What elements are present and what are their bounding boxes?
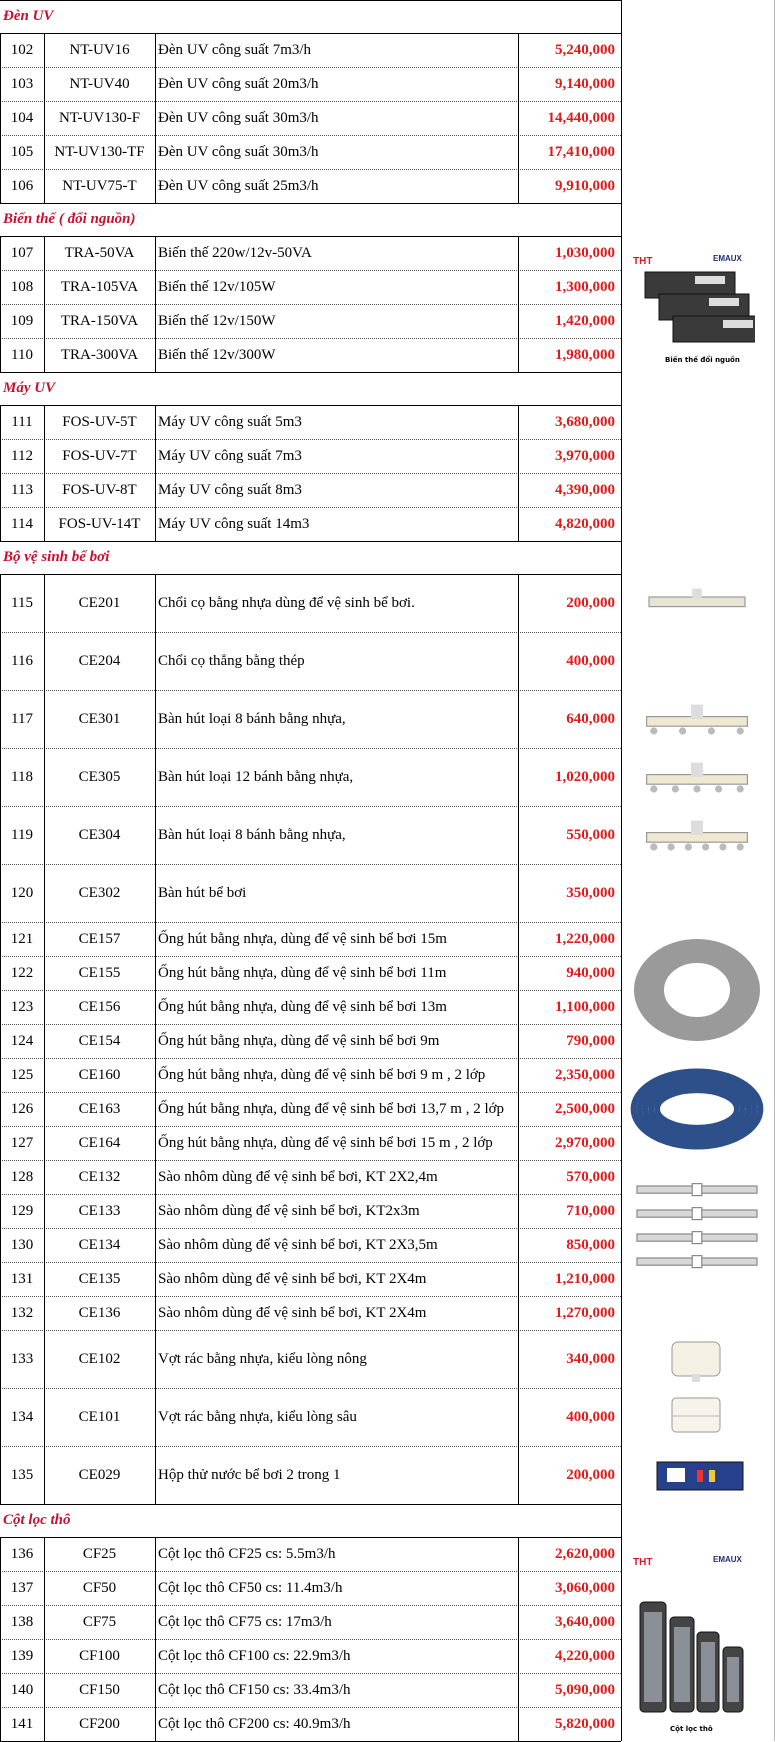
price-row-desc: Ống hút bằng nhựa, dùng để vệ sinh bể bơi 9m — [158, 1032, 440, 1049]
grid-line — [621, 541, 622, 574]
price-row-code: CE029 — [78, 1466, 121, 1483]
price-row-desc: Chổi cọ bằng nhựa dùng để vệ sinh bể bơi. — [158, 594, 415, 611]
price-row-price: 350,000 — [566, 884, 615, 901]
price-row-price: 2,500,000 — [555, 1100, 615, 1117]
price-row-price: 1,020,000 — [555, 768, 615, 785]
price-row-code: NT-UV40 — [69, 75, 130, 92]
grid-line — [0, 1537, 1, 1741]
price-row-code: TRA-50VA — [64, 244, 135, 261]
grid-line — [0, 0, 621, 1]
price-row-price: 710,000 — [566, 1202, 615, 1219]
grid-line — [621, 372, 622, 405]
price-row-stt: 116 — [11, 652, 33, 669]
price-row-stt: 127 — [10, 1134, 34, 1151]
price-row-price: 3,970,000 — [555, 447, 615, 464]
grid-line — [155, 33, 156, 203]
price-row-desc: Ống hút bằng nhựa, dùng để vệ sinh bể bơi 9 m , 2 lớp — [158, 1066, 486, 1083]
price-row-desc: Máy UV công suất 8m3 — [158, 481, 302, 498]
product-caption: Cột lọc thô — [670, 1725, 713, 1733]
grid-line — [155, 1537, 156, 1741]
price-row-price: 850,000 — [566, 1236, 615, 1253]
grid-line — [518, 33, 519, 203]
price-row-desc: Ống hút bằng nhựa, dùng để vệ sinh bể bơi 13,7 m , 2 lớp — [158, 1100, 505, 1117]
price-row-code: TRA-300VA — [60, 346, 139, 363]
price-row-code: CF200 — [79, 1715, 120, 1732]
grid-line — [621, 203, 622, 236]
price-row-code: CE154 — [78, 1032, 121, 1049]
price-row-code: CE305 — [78, 768, 121, 785]
price-row-price: 1,100,000 — [555, 998, 615, 1015]
price-row-stt: 121 — [10, 930, 34, 947]
emaux-logo: EMAUX — [713, 254, 742, 263]
grid-line — [0, 574, 1, 1504]
price-row-stt: 124 — [10, 1032, 34, 1049]
price-row-stt: 113 — [11, 481, 33, 498]
price-row-stt: 125 — [10, 1066, 34, 1083]
blue-hose-image — [625, 1062, 769, 1156]
price-row-price: 4,820,000 — [555, 515, 615, 532]
price-row-price: 2,350,000 — [555, 1066, 615, 1083]
price-row-stt: 120 — [10, 884, 34, 901]
price-row-desc: Ống hút bằng nhựa, dùng để vệ sinh bể bơi 11m — [158, 964, 447, 981]
price-row-price: 1,220,000 — [555, 930, 615, 947]
price-row-desc: Vợt rác bằng nhựa, kiểu lòng sâu — [158, 1408, 357, 1425]
price-row-desc: Biến thế 220w/12v-50VA — [158, 244, 312, 261]
price-row-desc: Sào nhôm dùng để vệ sinh bể bơi, KT 2X4m — [158, 1270, 427, 1287]
price-row-desc: Cột lọc thô CF75 cs: 17m3/h — [158, 1613, 332, 1630]
price-row-code: CE201 — [78, 594, 121, 611]
price-row-desc: Máy UV công suất 7m3 — [158, 447, 302, 464]
leaf-skimmer-image — [625, 1334, 769, 1384]
vacuum-head-image — [625, 752, 769, 802]
price-row-price: 200,000 — [566, 594, 615, 611]
price-row-stt: 108 — [10, 278, 34, 295]
test-kit-image — [625, 1450, 769, 1500]
price-row-price: 1,210,000 — [555, 1270, 615, 1287]
section-title: Cột lọc thô — [3, 1512, 71, 1528]
price-row-price: 3,680,000 — [555, 413, 615, 430]
price-row-stt: 128 — [10, 1168, 34, 1185]
price-row-code: NT-UV130-TF — [54, 143, 145, 160]
price-row-code: CE102 — [78, 1350, 121, 1367]
price-row-desc: Sào nhôm dùng để vệ sinh bể bơi, KT 2X3,5m — [158, 1236, 438, 1253]
section-title: Đèn UV — [3, 8, 54, 24]
price-row-code: CE164 — [78, 1134, 121, 1151]
price-row-stt: 104 — [10, 109, 34, 126]
price-row-code: CE134 — [78, 1236, 121, 1253]
price-row-stt: 129 — [10, 1202, 34, 1219]
price-row-price: 5,090,000 — [555, 1681, 615, 1698]
price-row-price: 3,060,000 — [555, 1579, 615, 1596]
price-row-desc: Máy UV công suất 5m3 — [158, 413, 302, 430]
price-row-code: NT-UV16 — [69, 41, 130, 58]
grid-line — [0, 203, 621, 204]
price-row-stt: 135 — [10, 1466, 34, 1483]
price-row-stt: 126 — [10, 1100, 34, 1117]
price-row-desc: Sào nhôm dùng để vệ sinh bể bơi, KT 2X4m — [158, 1304, 427, 1321]
price-row-desc: Vợt rác bằng nhựa, kiểu lòng nông — [158, 1350, 367, 1367]
price-row-stt: 140 — [10, 1681, 34, 1698]
price-row-code: CE133 — [78, 1202, 121, 1219]
grid-line — [155, 574, 156, 1504]
price-row-code: CF75 — [82, 1613, 117, 1630]
price-row-stt: 131 — [10, 1270, 34, 1287]
price-row-code: CE160 — [78, 1066, 121, 1083]
price-row-price: 400,000 — [566, 652, 615, 669]
price-row-stt: 115 — [11, 594, 33, 611]
price-row-stt: 119 — [11, 826, 33, 843]
price-row-desc: Hộp thử nước bể bơi 2 trong 1 — [158, 1466, 341, 1483]
grid-line — [621, 1537, 622, 1741]
price-row-price: 400,000 — [566, 1408, 615, 1425]
price-row-price: 3,640,000 — [555, 1613, 615, 1630]
tht-logo: THT — [633, 256, 653, 267]
price-row-stt: 110 — [11, 346, 33, 363]
price-row-price: 4,390,000 — [555, 481, 615, 498]
price-row-price: 640,000 — [566, 710, 615, 727]
price-row-stt: 117 — [11, 710, 33, 727]
transformer-image — [635, 264, 755, 354]
price-row-price: 4,220,000 — [555, 1647, 615, 1664]
price-row-code: CE156 — [78, 998, 121, 1015]
grid-line — [155, 236, 156, 372]
grid-line — [621, 405, 622, 541]
grid-line — [155, 405, 156, 541]
price-row-desc: Máy UV công suất 14m3 — [158, 515, 310, 532]
price-row-desc: Sào nhôm dùng để vệ sinh bể bơi, KT 2X2,4m — [158, 1168, 438, 1185]
grid-line — [518, 574, 519, 1504]
price-row-stt: 136 — [10, 1545, 34, 1562]
tht-logo: THT — [633, 1557, 653, 1568]
vacuum-head-image — [625, 694, 769, 744]
price-row-stt: 118 — [11, 768, 33, 785]
price-row-price: 570,000 — [566, 1168, 615, 1185]
price-row-code: CE132 — [78, 1168, 121, 1185]
price-row-desc: Đèn UV công suất 30m3/h — [158, 143, 319, 160]
price-row-desc: Biến thế 12v/300W — [158, 346, 276, 363]
price-row-code: CE155 — [78, 964, 121, 981]
price-row-stt: 137 — [10, 1579, 34, 1596]
aluminium-pole-image — [625, 1164, 769, 1292]
price-row-desc: Cột lọc thô CF50 cs: 11.4m3/h — [158, 1579, 343, 1596]
price-row-price: 940,000 — [566, 964, 615, 981]
price-row-desc: Sào nhôm dùng để vệ sinh bể bơi, KT2x3m — [158, 1202, 420, 1219]
price-row-code: CE304 — [78, 826, 121, 843]
grid-line — [518, 1537, 519, 1741]
grid-line — [0, 33, 1, 203]
price-row-stt: 111 — [11, 413, 33, 430]
price-row-price: 200,000 — [566, 1466, 615, 1483]
price-row-price: 340,000 — [566, 1350, 615, 1367]
grid-line — [44, 405, 45, 541]
grid-line — [518, 405, 519, 541]
grey-hose-image — [625, 926, 769, 1054]
price-row-stt: 134 — [10, 1408, 34, 1425]
brush-image — [625, 578, 769, 628]
price-row-code: NT-UV75-T — [62, 177, 137, 194]
price-row-stt: 123 — [10, 998, 34, 1015]
grid-line — [621, 574, 622, 1504]
price-row-price: 1,300,000 — [555, 278, 615, 295]
price-row-code: CE302 — [78, 884, 121, 901]
grid-line — [621, 236, 622, 372]
price-row-stt: 130 — [10, 1236, 34, 1253]
price-row-stt: 114 — [11, 515, 33, 532]
price-row-stt: 105 — [10, 143, 34, 160]
grid-line — [518, 236, 519, 372]
price-row-code: CE163 — [78, 1100, 121, 1117]
section-title: Máy UV — [3, 380, 56, 396]
price-row-code: CE157 — [78, 930, 121, 947]
grid-line — [621, 33, 622, 203]
grid-line — [621, 1504, 622, 1537]
price-row-price: 5,240,000 — [555, 41, 615, 58]
price-row-stt: 109 — [10, 312, 34, 329]
price-row-code: CE204 — [78, 652, 121, 669]
price-row-stt: 106 — [10, 177, 34, 194]
price-row-code: CF50 — [82, 1579, 117, 1596]
price-row-code: CF25 — [82, 1545, 117, 1562]
price-row-price: 9,910,000 — [555, 177, 615, 194]
grid-line — [44, 1537, 45, 1741]
price-row-code: CE301 — [78, 710, 121, 727]
price-row-desc: Đèn UV công suất 30m3/h — [158, 109, 319, 126]
grid-line — [621, 0, 622, 33]
price-row-code: CE101 — [78, 1408, 121, 1425]
price-row-price: 2,970,000 — [555, 1134, 615, 1151]
price-row-code: FOS-UV-5T — [62, 413, 137, 430]
price-row-desc: Cột lọc thô CF150 cs: 33.4m3/h — [158, 1681, 351, 1698]
grid-line — [44, 236, 45, 372]
price-row-code: TRA-150VA — [60, 312, 139, 329]
price-row-code: CE136 — [78, 1304, 121, 1321]
price-row-price: 5,820,000 — [555, 1715, 615, 1732]
product-caption: Biến thế đổi nguồn — [665, 356, 740, 364]
price-row-desc: Biến thế 12v/150W — [158, 312, 276, 329]
price-row-stt: 102 — [10, 41, 34, 58]
filter-column-image — [635, 1572, 755, 1722]
price-row-price: 17,410,000 — [547, 143, 615, 160]
price-row-code: NT-UV130-F — [58, 109, 141, 126]
price-row-price: 1,420,000 — [555, 312, 615, 329]
grid-line — [44, 574, 45, 1504]
price-row-stt: 103 — [10, 75, 34, 92]
price-row-stt: 133 — [10, 1350, 34, 1367]
price-row-desc: Bàn hút bể bơi — [158, 884, 247, 901]
price-row-price: 2,620,000 — [555, 1545, 615, 1562]
price-row-price: 1,980,000 — [555, 346, 615, 363]
price-row-stt: 132 — [10, 1304, 34, 1321]
price-row-code: TRA-105VA — [60, 278, 139, 295]
price-row-price: 14,440,000 — [547, 109, 615, 126]
grid-line — [44, 33, 45, 203]
price-row-code: FOS-UV-14T — [58, 515, 141, 532]
price-row-code: FOS-UV-8T — [62, 481, 137, 498]
section-title: Biến thế ( đổi nguồn) — [3, 211, 136, 227]
emaux-logo: EMAUX — [713, 1555, 742, 1564]
price-row-price: 790,000 — [566, 1032, 615, 1049]
price-row-desc: Ống hút bằng nhựa, dùng để vệ sinh bể bơi 15m — [158, 930, 447, 947]
grid-line — [0, 541, 621, 542]
price-row-code: CE135 — [78, 1270, 121, 1287]
price-row-code: CF100 — [79, 1647, 120, 1664]
vacuum-head-image — [625, 810, 769, 860]
price-row-code: CF150 — [79, 1681, 120, 1698]
grid-line — [0, 236, 1, 372]
price-row-stt: 139 — [10, 1647, 34, 1664]
grid-line — [0, 372, 621, 373]
price-row-price: 1,030,000 — [555, 244, 615, 261]
price-row-desc: Bàn hút loại 8 bánh bằng nhựa, — [158, 710, 346, 727]
price-row-desc: Cột lọc thô CF25 cs: 5.5m3/h — [158, 1545, 336, 1562]
price-row-stt: 138 — [10, 1613, 34, 1630]
price-row-stt: 122 — [10, 964, 34, 981]
price-row-desc: Đèn UV công suất 25m3/h — [158, 177, 319, 194]
price-row-price: 9,140,000 — [555, 75, 615, 92]
grid-line — [0, 1504, 621, 1505]
price-row-desc: Cột lọc thô CF200 cs: 40.9m3/h — [158, 1715, 351, 1732]
price-row-stt: 112 — [11, 447, 33, 464]
price-row-desc: Đèn UV công suất 7m3/h — [158, 41, 312, 58]
price-row-stt: 107 — [10, 244, 34, 261]
price-row-stt: 141 — [10, 1715, 34, 1732]
price-row-desc: Bàn hút loại 12 bánh bằng nhựa, — [158, 768, 354, 785]
price-row-code: FOS-UV-7T — [62, 447, 137, 464]
grid-line — [0, 405, 1, 541]
price-row-desc: Cột lọc thô CF100 cs: 22.9m3/h — [158, 1647, 351, 1664]
price-row-price: 550,000 — [566, 826, 615, 843]
leaf-rake-image — [625, 1392, 769, 1442]
section-title: Bộ vệ sinh bể bơi — [3, 549, 110, 565]
price-row-desc: Đèn UV công suất 20m3/h — [158, 75, 319, 92]
price-row-desc: Biến thế 12v/105W — [158, 278, 276, 295]
price-row-desc: Ống hút bằng nhựa, dùng để vệ sinh bể bơi 15 m , 2 lớp — [158, 1134, 493, 1151]
price-row-desc: Chổi cọ thẳng bằng thép — [158, 652, 305, 669]
price-row-desc: Bàn hút loại 8 bánh bằng nhựa, — [158, 826, 346, 843]
price-row-desc: Ống hút bằng nhựa, dùng để vệ sinh bể bơi 13m — [158, 998, 447, 1015]
price-row-price: 1,270,000 — [555, 1304, 615, 1321]
